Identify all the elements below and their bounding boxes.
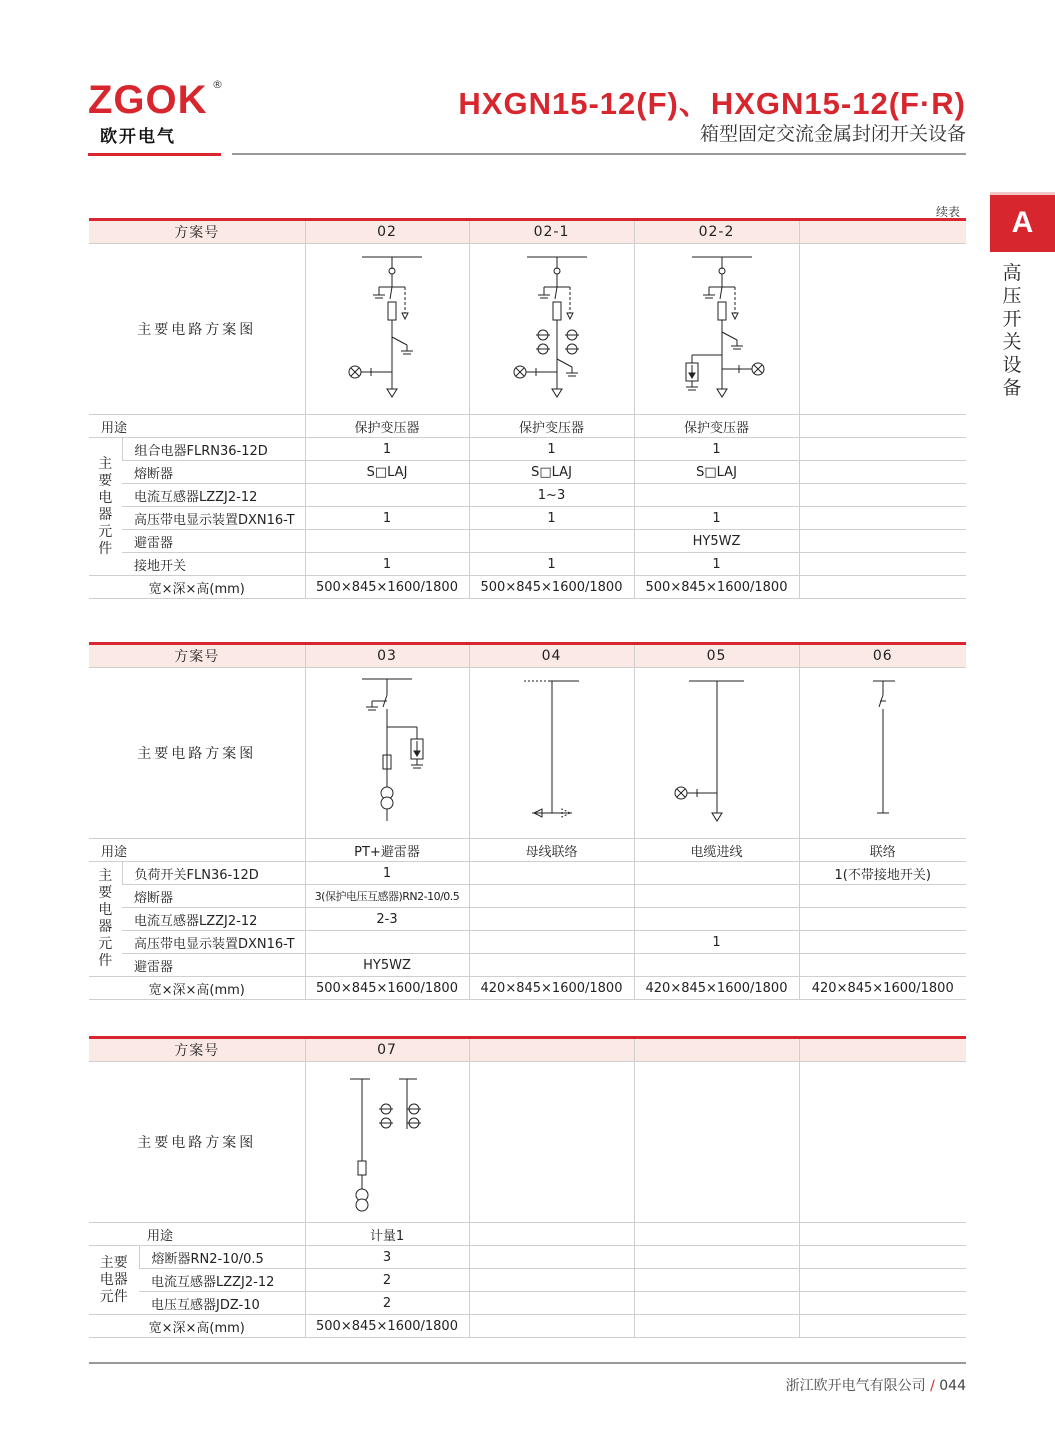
component-value xyxy=(469,908,634,931)
diagram-label: 主要电路方案图 xyxy=(89,1062,305,1223)
usage-value: 保护变压器 xyxy=(469,415,634,438)
scheme-06: 06 xyxy=(799,644,966,668)
section-tab-label: 高压开关设备 xyxy=(1002,262,1022,399)
dims-value: 420×845×1600/1800 xyxy=(799,977,966,1000)
circuit-diagram-empty xyxy=(634,1062,799,1223)
usage-value: 联络 xyxy=(799,839,966,862)
component-value: 1 xyxy=(634,553,799,576)
header-rule xyxy=(232,153,966,155)
circuit-diagram-03 xyxy=(305,668,469,839)
usage-value xyxy=(799,1223,966,1246)
component-value xyxy=(799,1292,966,1315)
circuit-diagram-02-2 xyxy=(634,244,799,415)
component-name: 接地开关 xyxy=(122,553,305,576)
component-value xyxy=(305,484,469,507)
component-value xyxy=(799,438,966,461)
component-value xyxy=(634,954,799,977)
usage-label: 用途 xyxy=(89,839,305,862)
footer xyxy=(786,1375,966,1395)
component-value xyxy=(469,1246,634,1269)
circuit-diagram-04 xyxy=(469,668,634,839)
component-value xyxy=(799,530,966,553)
dims-label: 宽×深×高(mm) xyxy=(89,576,305,599)
component-value: 1 xyxy=(305,553,469,576)
component-name: 电流互感器LZZJ2-12 xyxy=(139,1269,305,1292)
component-value xyxy=(469,1292,634,1315)
component-value xyxy=(634,862,799,885)
dims-value xyxy=(634,1315,799,1338)
scheme-02-2: 02-2 xyxy=(634,220,799,244)
dims-label: 宽×深×高(mm) xyxy=(89,1315,305,1338)
scheme-no-label: 方案号 xyxy=(89,1038,305,1062)
component-value xyxy=(799,885,966,908)
page-number: 044 xyxy=(939,1378,966,1394)
dims-value: 500×845×1600/1800 xyxy=(305,1315,469,1338)
component-value xyxy=(305,530,469,553)
dims-value: 500×845×1600/1800 xyxy=(305,977,469,1000)
main-components-label: 主要电器元件 xyxy=(89,1246,139,1315)
component-value: 1 xyxy=(469,507,634,530)
component-name: 负荷开关FLN36-12D xyxy=(122,862,305,885)
scheme-05: 05 xyxy=(634,644,799,668)
component-value: 1 xyxy=(305,438,469,461)
footer-rule xyxy=(89,1362,966,1364)
dims-value: 420×845×1600/1800 xyxy=(469,977,634,1000)
component-value xyxy=(799,908,966,931)
component-name: 电流互感器LZZJ2-12 xyxy=(122,484,305,507)
component-value: 2 xyxy=(305,1269,469,1292)
dims-value xyxy=(469,1315,634,1338)
scheme-02-1: 02-1 xyxy=(469,220,634,244)
usage-value xyxy=(634,1223,799,1246)
usage-value: 保护变压器 xyxy=(305,415,469,438)
component-value xyxy=(799,1269,966,1292)
main-components-label: 主要电器元件 xyxy=(89,862,122,977)
dims-value: 500×845×1600/1800 xyxy=(469,576,634,599)
component-value xyxy=(469,954,634,977)
dims-value: 420×845×1600/1800 xyxy=(634,977,799,1000)
footer-company: 浙江欧开电气有限公司 xyxy=(785,1378,926,1394)
circuit-diagram-05 xyxy=(634,668,799,839)
page-title: HXGN15-12(F)、HXGN15-12(F·R) xyxy=(458,86,966,121)
usage-value xyxy=(799,415,966,438)
scheme-04: 04 xyxy=(469,644,634,668)
usage-value: PT+避雷器 xyxy=(305,839,469,862)
component-value: 1 xyxy=(305,507,469,530)
component-name: 熔断器 xyxy=(122,885,305,908)
component-value xyxy=(634,885,799,908)
component-value xyxy=(799,553,966,576)
component-value xyxy=(799,931,966,954)
component-value xyxy=(799,461,966,484)
logo-chinese-name: 欧开电气 xyxy=(100,127,176,147)
component-value: 1 xyxy=(469,438,634,461)
component-value: 1 xyxy=(634,931,799,954)
dims-value xyxy=(799,576,966,599)
component-name: 电压互感器JDZ-10 xyxy=(139,1292,305,1315)
component-value: 3(保护电压互感器)RN2-10/0.5 xyxy=(305,885,469,908)
component-value xyxy=(799,954,966,977)
spec-table-2 xyxy=(89,642,966,1000)
circuit-diagram-empty xyxy=(799,1062,966,1223)
component-value xyxy=(634,484,799,507)
component-value: S□LAJ xyxy=(305,461,469,484)
component-name: 熔断器RN2-10/0.5 xyxy=(139,1246,305,1269)
dims-label: 宽×深×高(mm) xyxy=(89,977,305,1000)
usage-value: 计量1 xyxy=(305,1223,469,1246)
component-value: 3 xyxy=(305,1246,469,1269)
component-value xyxy=(634,908,799,931)
spec-table-1 xyxy=(89,218,966,599)
section-tab[interactable]: A xyxy=(990,192,1055,252)
usage-value: 母线联络 xyxy=(469,839,634,862)
scheme-no-label: 方案号 xyxy=(89,220,305,244)
scheme-02: 02 xyxy=(305,220,469,244)
component-value: 1 xyxy=(634,507,799,530)
component-value: HY5WZ xyxy=(305,954,469,977)
component-value: 1 xyxy=(469,553,634,576)
component-value xyxy=(469,1269,634,1292)
component-value: HY5WZ xyxy=(634,530,799,553)
page-subtitle: 箱型固定交流金属封闭开关设备 xyxy=(699,123,966,145)
component-name: 高压带电显示装置DXN16-T xyxy=(122,507,305,530)
scheme-no-label: 方案号 xyxy=(89,644,305,668)
scheme-empty xyxy=(799,1038,966,1062)
component-name: 高压带电显示装置DXN16-T xyxy=(122,931,305,954)
logo-underline xyxy=(88,153,221,156)
diagram-label: 主要电路方案图 xyxy=(89,244,305,415)
usage-value: 电缆进线 xyxy=(634,839,799,862)
main-components-label: 主要电器元件 xyxy=(89,438,122,576)
dims-value xyxy=(799,1315,966,1338)
component-name: 避雷器 xyxy=(122,954,305,977)
component-value xyxy=(469,931,634,954)
component-value: S□LAJ xyxy=(634,461,799,484)
component-name: 组合电器FLRN36-12D xyxy=(122,438,305,461)
component-name: 电流互感器LZZJ2-12 xyxy=(122,908,305,931)
component-value: 1 xyxy=(634,438,799,461)
scheme-empty xyxy=(799,220,966,244)
usage-label: 用途 xyxy=(89,1223,305,1246)
scheme-03: 03 xyxy=(305,644,469,668)
component-value xyxy=(799,1246,966,1269)
circuit-diagram-02 xyxy=(305,244,469,415)
component-name: 避雷器 xyxy=(122,530,305,553)
continued-label: 续表 xyxy=(936,205,961,219)
component-value xyxy=(799,507,966,530)
component-value: 1(不带接地开关) xyxy=(799,862,966,885)
component-value: S□LAJ xyxy=(469,461,634,484)
component-value: 2-3 xyxy=(305,908,469,931)
circuit-diagram-empty xyxy=(799,244,966,415)
usage-value xyxy=(469,1223,634,1246)
component-value: 1 xyxy=(305,862,469,885)
component-value xyxy=(799,484,966,507)
component-value xyxy=(305,931,469,954)
dims-value: 500×845×1600/1800 xyxy=(305,576,469,599)
scheme-empty xyxy=(634,1038,799,1062)
component-value xyxy=(469,862,634,885)
circuit-diagram-07 xyxy=(305,1062,469,1223)
footer-separator: / xyxy=(925,1378,940,1394)
dims-value: 500×845×1600/1800 xyxy=(634,576,799,599)
circuit-diagram-06 xyxy=(799,668,966,839)
circuit-diagram-02-1 xyxy=(469,244,634,415)
logo-wordmark: ZGOK xyxy=(88,78,208,122)
component-value xyxy=(634,1292,799,1315)
usage-label: 用途 xyxy=(89,415,305,438)
circuit-diagram-empty xyxy=(469,1062,634,1223)
scheme-07: 07 xyxy=(305,1038,469,1062)
registered-mark: ® xyxy=(212,78,223,91)
component-value: 1~3 xyxy=(469,484,634,507)
usage-value: 保护变压器 xyxy=(634,415,799,438)
diagram-label: 主要电路方案图 xyxy=(89,668,305,839)
component-value xyxy=(469,885,634,908)
component-value xyxy=(634,1246,799,1269)
scheme-empty xyxy=(469,1038,634,1062)
component-value xyxy=(469,530,634,553)
spec-table-3 xyxy=(89,1036,966,1338)
component-value: 2 xyxy=(305,1292,469,1315)
component-name: 熔断器 xyxy=(122,461,305,484)
component-value xyxy=(634,1269,799,1292)
